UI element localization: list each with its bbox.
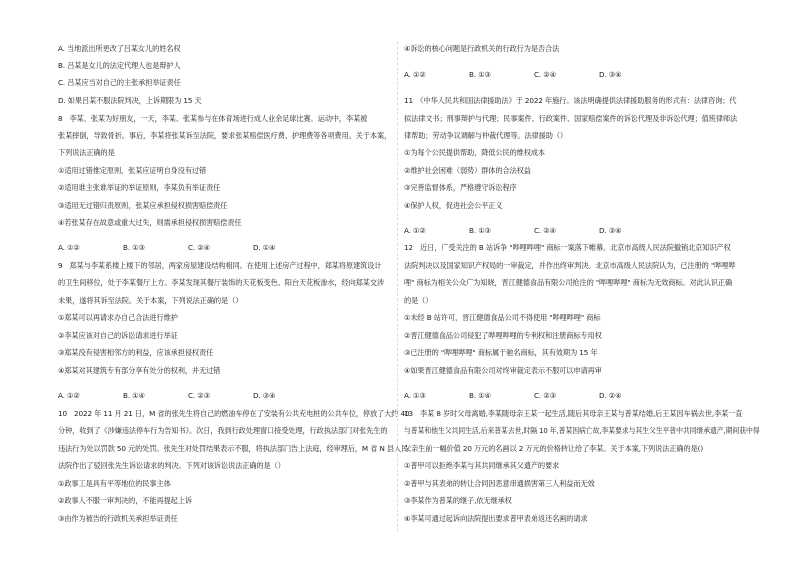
q10-statement: ②政事人不服一审判决的，不能再提起上诉 — [58, 496, 192, 505]
q11-options — [404, 226, 664, 236]
q8-statement: ②适用谁主张谁举证的举证原则，李某负有举证责任 — [58, 183, 221, 192]
q13-stem-line: 父亲生前一幅价值 20 万元的名画以 2 万元的价格转让给了李某。关于本案,下列说法正确的是() — [404, 444, 704, 453]
q11-stem-line: 拟法律文书；刑事辩护与代理；民事案件、行政案件、国家赔偿案件的诉讼代理及非诉讼代理；值班律师法 — [404, 114, 738, 123]
q8-stem-line: 下列说法正确的是 — [58, 148, 115, 157]
q10-option: B. ①③ — [469, 70, 491, 79]
q10-options — [404, 70, 664, 80]
q11-option: D. ③④ — [599, 226, 622, 235]
q12-option: A. ①③ — [404, 391, 426, 400]
q9-statement: ④郑某对其建筑专有部分享有处分的权利，并无过错 — [58, 366, 221, 375]
q13-stem-line: 与普某和他生父共同生活,后来普某去世,时隔 10 年,普某因病亡故,李某要求与其生父生平普中共同继承遗产,期间获中得 — [404, 426, 760, 435]
q9-statement: ①郑某可以再请求办自己合法进行维护 — [58, 313, 178, 322]
q8-option: A. ①② — [58, 243, 80, 252]
q11-stem-line: 11 《中华人民共和国法律援助法》于 2022 年施行。该法明确提供法律援助服务的形式有：法律咨询；代 — [404, 96, 737, 105]
q13-stem-line: 13 李某 8 岁时父母离婚,李某随母亲王某一起生活,随后其母亲王某与普某结婚,后王某因车祸去世,李某一直 — [404, 409, 743, 418]
q7-option-b: B. 吕某是女儿的法定代理人也是辩护人 — [58, 61, 181, 70]
q12-statement: ④如果晋江健德食品有限公司对终审裁定表示不服可以申请再审 — [404, 366, 602, 375]
q8-statement: ③适用无过错归责原则，张某应承担侵权损害赔偿责任 — [58, 201, 228, 210]
q8-statement: ①适用过错推定原则，张某应证明自身没有过错 — [58, 166, 207, 175]
q10-stem-line: 分钟，收到了《涉嫌违法停车行为告知书》。次日，我到行政处理窗口接受处理，行政执法部门对张先生的 — [58, 426, 388, 435]
q9-stem-line: 未果，遂将其诉至法院。关于本案，下列说法正确的是（） — [58, 296, 243, 305]
q8-statement: ④若张某存在故意或重大过失，则需承担侵权损害赔偿责任 — [58, 218, 242, 227]
q11-statement: ④保护人权，促进社会公平正义 — [404, 201, 503, 210]
q11-option: B. ①③ — [469, 226, 491, 235]
left-column — [58, 0, 418, 562]
q12-statement: ①未经 B 站许可，晋江健德食品公司不得使用 "哔哩哔哩" 商标 — [404, 313, 601, 322]
q8-option: D. ①④ — [253, 243, 276, 252]
q9-stem-line: 的卫生间移位，处于李某餐厅上方。李某发现其餐厅装饰的天花板变色、阳台天花板渗水，经向郑某交涉 — [58, 278, 385, 287]
q13-statement: ①普甲可以拒绝李某与其共同继承其父遗产的要求 — [404, 461, 560, 470]
q11-statement: ①为每个公民提供帮助，降低公民的维权成本 — [404, 148, 546, 157]
q13-statement: ②普甲与其表弟的转让合同因恶意串通损害第三人利益而无效 — [404, 479, 595, 488]
q13-statement: ④李某可通过起诉向法院提出要求普甲表弟返还名画的请求 — [404, 514, 588, 523]
q12-statement: ③已注册的 "哔哩哔哩" 商标属于驰名商标，其有效期为 15 年 — [404, 348, 598, 357]
q12-stem-line: 法院判决以及国家知识产权局的一审裁定，并作出终审判决。北京市高级人民法院认为，已注册的 "哔哩哔 — [404, 261, 736, 270]
q9-option: B. ①④ — [123, 391, 145, 400]
q7-option-a: A. 当地派出所更改了吕某女儿的姓名权 — [58, 44, 181, 53]
q11-option: C. ②④ — [534, 226, 556, 235]
q10-stem-line: 10 2022 年 11 月 21 日，M 省的张先生将自己的燃油车停在了安装有公共充电桩的公共车位，停放了大约 40 — [58, 409, 410, 418]
q12-stem-line: 哩" 商标为相关公众广为知晓，晋江健德食品有限公司抢注的 "哔哩哔哩" 商标为无效商标。对此认识正确 — [404, 278, 733, 287]
q9-option: C. ②③ — [188, 391, 210, 400]
q8-options — [58, 243, 318, 253]
q12-option: D. ②④ — [599, 391, 622, 400]
q12-statement: ②晋江健德食品公司侵犯了哔哩哔哩的专利权和注册商标专用权 — [404, 331, 602, 340]
q10-option: C. ②④ — [534, 70, 556, 79]
q13-statement: ③李某作为普某的继子,依无继承权 — [404, 496, 512, 505]
q10-statement: ①政事工是具有平等地位的民事主体 — [58, 479, 171, 488]
column-divider — [397, 42, 398, 532]
q11-statement: ③完善监督体系，严格遵守诉讼程序 — [404, 183, 517, 192]
q10-stem-line: 违法行为处以罚款 50 元的处罚。张先生对处罚结果表示不服，将执法部门告上法庭，经审理后，M 省 N 县人民 — [58, 444, 409, 453]
q8-stem-line: 张某摔倒，导致骨折。事后，李某将张某诉至法院，要求张某赔偿医疗费、护理费等各项费用。关于本案， — [58, 131, 392, 140]
q9-statement: ②李某应该对自己的诉讼请求进行举证 — [58, 331, 178, 340]
q7-option-c: C. 吕某应当对自己的主张承担举证责任 — [58, 78, 181, 87]
q10-option: A. ①② — [404, 70, 426, 79]
q7-option-d: D. 如果吕某不服法院判决，上诉期限为 15 天 — [58, 96, 202, 105]
q9-option: D. ③④ — [253, 391, 276, 400]
q10-statement: ③由作为被告的行政机关承担举证责任 — [58, 514, 178, 523]
right-column — [404, 0, 764, 562]
q10-statement: ④诉讼的核心问题是行政机关的行政行为是否合法 — [404, 44, 560, 53]
q12-stem-line: 的是（） — [404, 296, 433, 305]
q11-stem-line: 律帮助；劳动争议调解与仲裁代理等。法律援助（） — [404, 131, 568, 140]
q12-stem-line: 12 近日，广受关注的 B 站诉争 "哔哩哔哩" 商标一案落下帷幕。北京市高级人民法院撤销北京知识产权 — [404, 243, 731, 252]
q12-option: C. ②③ — [534, 391, 556, 400]
q8-option: C. ②④ — [188, 243, 210, 252]
q8-stem-line: 8 李某、张某为好朋友，一天，李某、张某参与在体育场进行成人业余足球比赛。运动中，李某被 — [58, 114, 368, 123]
q11-statement: ②维护社会困难（弱势）群体的合法权益 — [404, 166, 531, 175]
q12-option: B. ①④ — [469, 391, 491, 400]
q11-option: A. ①② — [404, 226, 426, 235]
q9-option: A. ①② — [58, 391, 80, 400]
q12-options — [404, 391, 664, 401]
q10-option: D. ③④ — [599, 70, 622, 79]
q9-options — [58, 391, 318, 401]
q9-stem-line: 9 郑某与李某系楼上楼下的邻居，两家房屋建设结构相同。在使用上述房产过程中，郑某将原建筑设计 — [58, 261, 382, 270]
q8-option: B. ①③ — [123, 243, 145, 252]
q10-stem-line: 法院作出了驳回张先生诉讼请求的判决。下列对该诉讼说法正确的是（） — [58, 461, 285, 470]
q9-statement: ③郑某没有侵害相邻方的利益，应该承担侵权责任 — [58, 348, 214, 357]
